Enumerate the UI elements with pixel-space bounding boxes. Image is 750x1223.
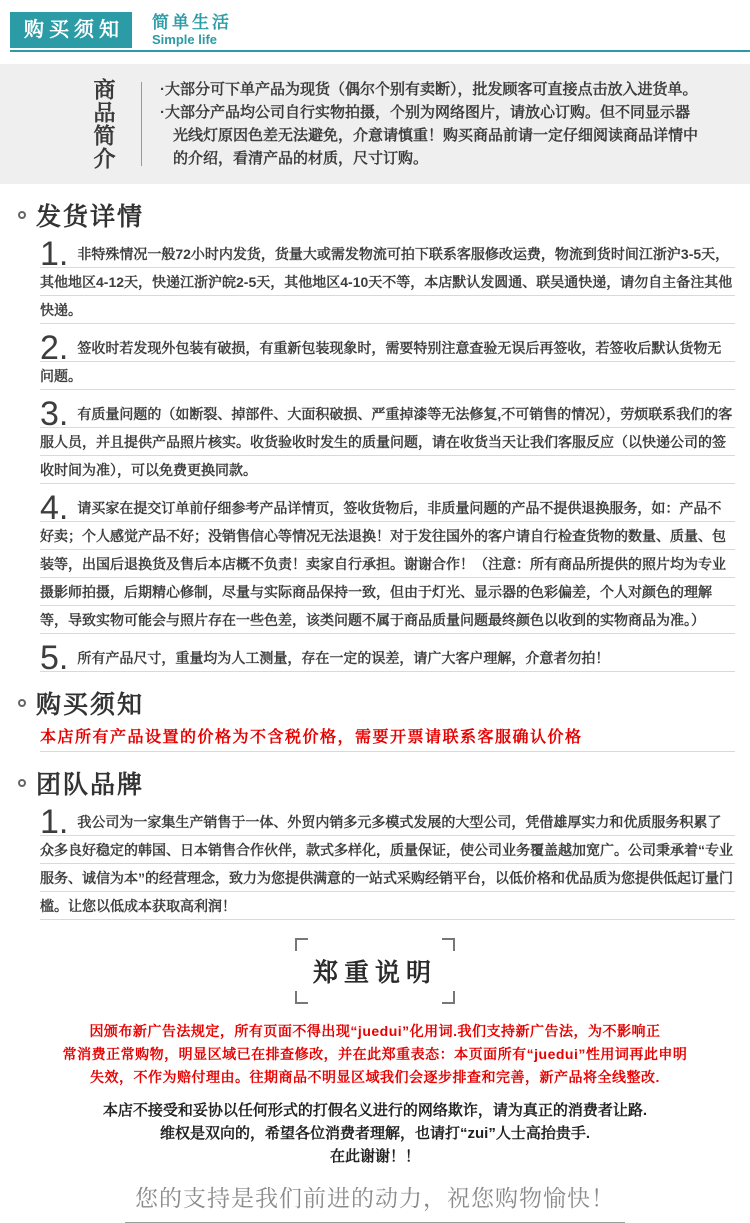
item-number: 4. [40,494,69,527]
section-title: 发货详情 [36,203,145,231]
item-number: 1. [40,240,69,273]
purchase-notice-section [0,684,750,752]
purchase-notice-heading [18,684,750,722]
tax-price-note: 本店所有产品设置的价格为不含税价格，需要开票请联系客服确认价格 [40,724,735,752]
corner-mark-icon [442,991,455,1004]
shipping-item [40,400,735,484]
stamp-title: 郑重说明 [312,959,437,987]
product-intro-section [0,64,750,184]
intro-bullet: ·大部分产品均公司自行实物拍摄，个别为网络图片，请放心订购。但不同显示器光线灯原因色差无法避免，介意请慎重！购买商品前请一定仔细阅读商品详情中的介绍，看清产品的材质，尺寸订购。 [160,104,699,167]
intro-bullet: ·大部分可下单产品为现货（偶尔个别有卖断），批发顾客可直接点击放入进货单。 [160,81,698,98]
item-text: 签收时若发现外包装有破损，有重新包装现象时，需要特别注意查验无误后再签收，若签收后默认货物无问题。 [40,340,722,384]
shipping-item [40,644,735,672]
statement-line: 维权是双向的，希望各位消费者理解，也请打“zui”人士高抬贵手. [159,1125,590,1142]
statement-line: 因颁布新广告法规定，所有页面不得出现“juedui”化用词.我们支持新广告法，为不影响正 [89,1023,661,1039]
team-brand-heading [18,764,750,802]
shipping-item [40,494,735,634]
corner-mark-icon [295,938,308,951]
circle-bullet-icon [18,211,26,219]
statement-line: 在此谢谢！！ [329,1148,420,1165]
shipping-heading [18,196,750,234]
section-title: 购买须知 [36,691,145,719]
brand-name-cn: 简单生活 [152,13,232,32]
item-text: 请买家在提交订单前仔细参考产品详情页，签收货物后，非质量问题的产品不提供退换服务，如：产品不好卖；个人感觉产品不好；没销售信心等情况无法退换！对于发往国外的客户请自行检查货物的数量、质量、包装等，出国后退换货及售后本店概不负责！卖家自行承担。谢谢合作！（注意：所有商品所提供的照片均为专业摄影师拍摄，后期精心修制，尽量与实际商品保持一致，但由于灯光、显示器的色彩偏差，个人对颜色的理解等，导致实物可能会与照片存在一些色差，该类问题不属于商品质量问题最终颜色以收到的实物商品为准。） [40,500,726,628]
header-divider [10,50,750,52]
corner-mark-icon [295,991,308,1004]
thank-you-footer: 您的支持是我们前进的动力，祝您购物愉快！ [125,1180,625,1223]
solemn-statement-stamp [295,938,455,1004]
intro-vertical-title: 商品简介 [91,78,116,170]
statement-line: 失效，不作为赔付理由。往期商品不明显区域我们会逐步排查和完善，新产品将全线整改. [90,1069,660,1085]
item-number: 1. [40,808,69,841]
anti-fraud-statement [0,1099,750,1168]
shipping-item [40,334,735,390]
intro-divider [141,82,142,166]
item-number: 3. [40,400,69,433]
corner-mark-icon [442,938,455,951]
item-text: 所有产品尺寸，重量均为人工测量，存在一定的误差，请广大客户理解，介意者勿拍！ [77,650,610,666]
circle-bullet-icon [18,699,26,707]
brand-item [40,808,735,920]
statement-line: 本店不接受和妥协以任何形式的打假名义进行的网络欺诈，请为真正的消费者让路. [102,1102,648,1119]
brand-block [152,12,232,48]
item-text: 我公司为一家集生产销售于一体、外贸内销多元多模式发展的大型公司，凭借雄厚实力和优质服务积累了众多良好稳定的韩国、日本销售合作伙伴，款式多样化，质量保证，使公司业务覆盖越加宽广。公司秉承着“专业服务、诚信为本”的经营理念，致力为您提供满意的一站式采购经销平台，以低价格和优品质为您提供低起订量门槛。让您以低成本获取高利润！ [40,814,733,914]
shipping-section [0,196,750,672]
item-text: 非特殊情况一般72小时内发货，货量大或需发物流可拍下联系客服修改运费，物流到货时间江浙沪3-5天，其他地区4-12天，快递江浙沪皖2-5天，其他地区4-10天不等，本店默认发圆通、联吴通快递，请勿自主备注其他快递。 [40,246,733,318]
item-text: 有质量问题的（如断裂、掉部件、大面积破损、严重掉漆等无法修复,不可销售的情况），劳烦联系我们的客服人员，并且提供产品照片核实。收货验收时发生的质量问题，请在收货当天让我们客服反应（以快递公司的签收时间为准），可以免费更换同款。 [40,406,733,478]
statement-line: 常消费正常购物，明显区域已在排查修改，并在此郑重表态：本页面所有“juedui”性用词再此申明 [62,1046,688,1062]
shipping-item [40,240,735,324]
ad-law-statement [0,1020,750,1089]
header-badge: 购买须知 [10,12,132,48]
page-header [0,0,750,52]
item-number: 5. [40,644,69,672]
team-brand-section [0,764,750,920]
item-number: 2. [40,334,69,367]
section-title: 团队品牌 [36,771,145,799]
brand-name-en: Simple life [152,32,218,47]
intro-text [160,78,700,170]
circle-bullet-icon [18,779,26,787]
